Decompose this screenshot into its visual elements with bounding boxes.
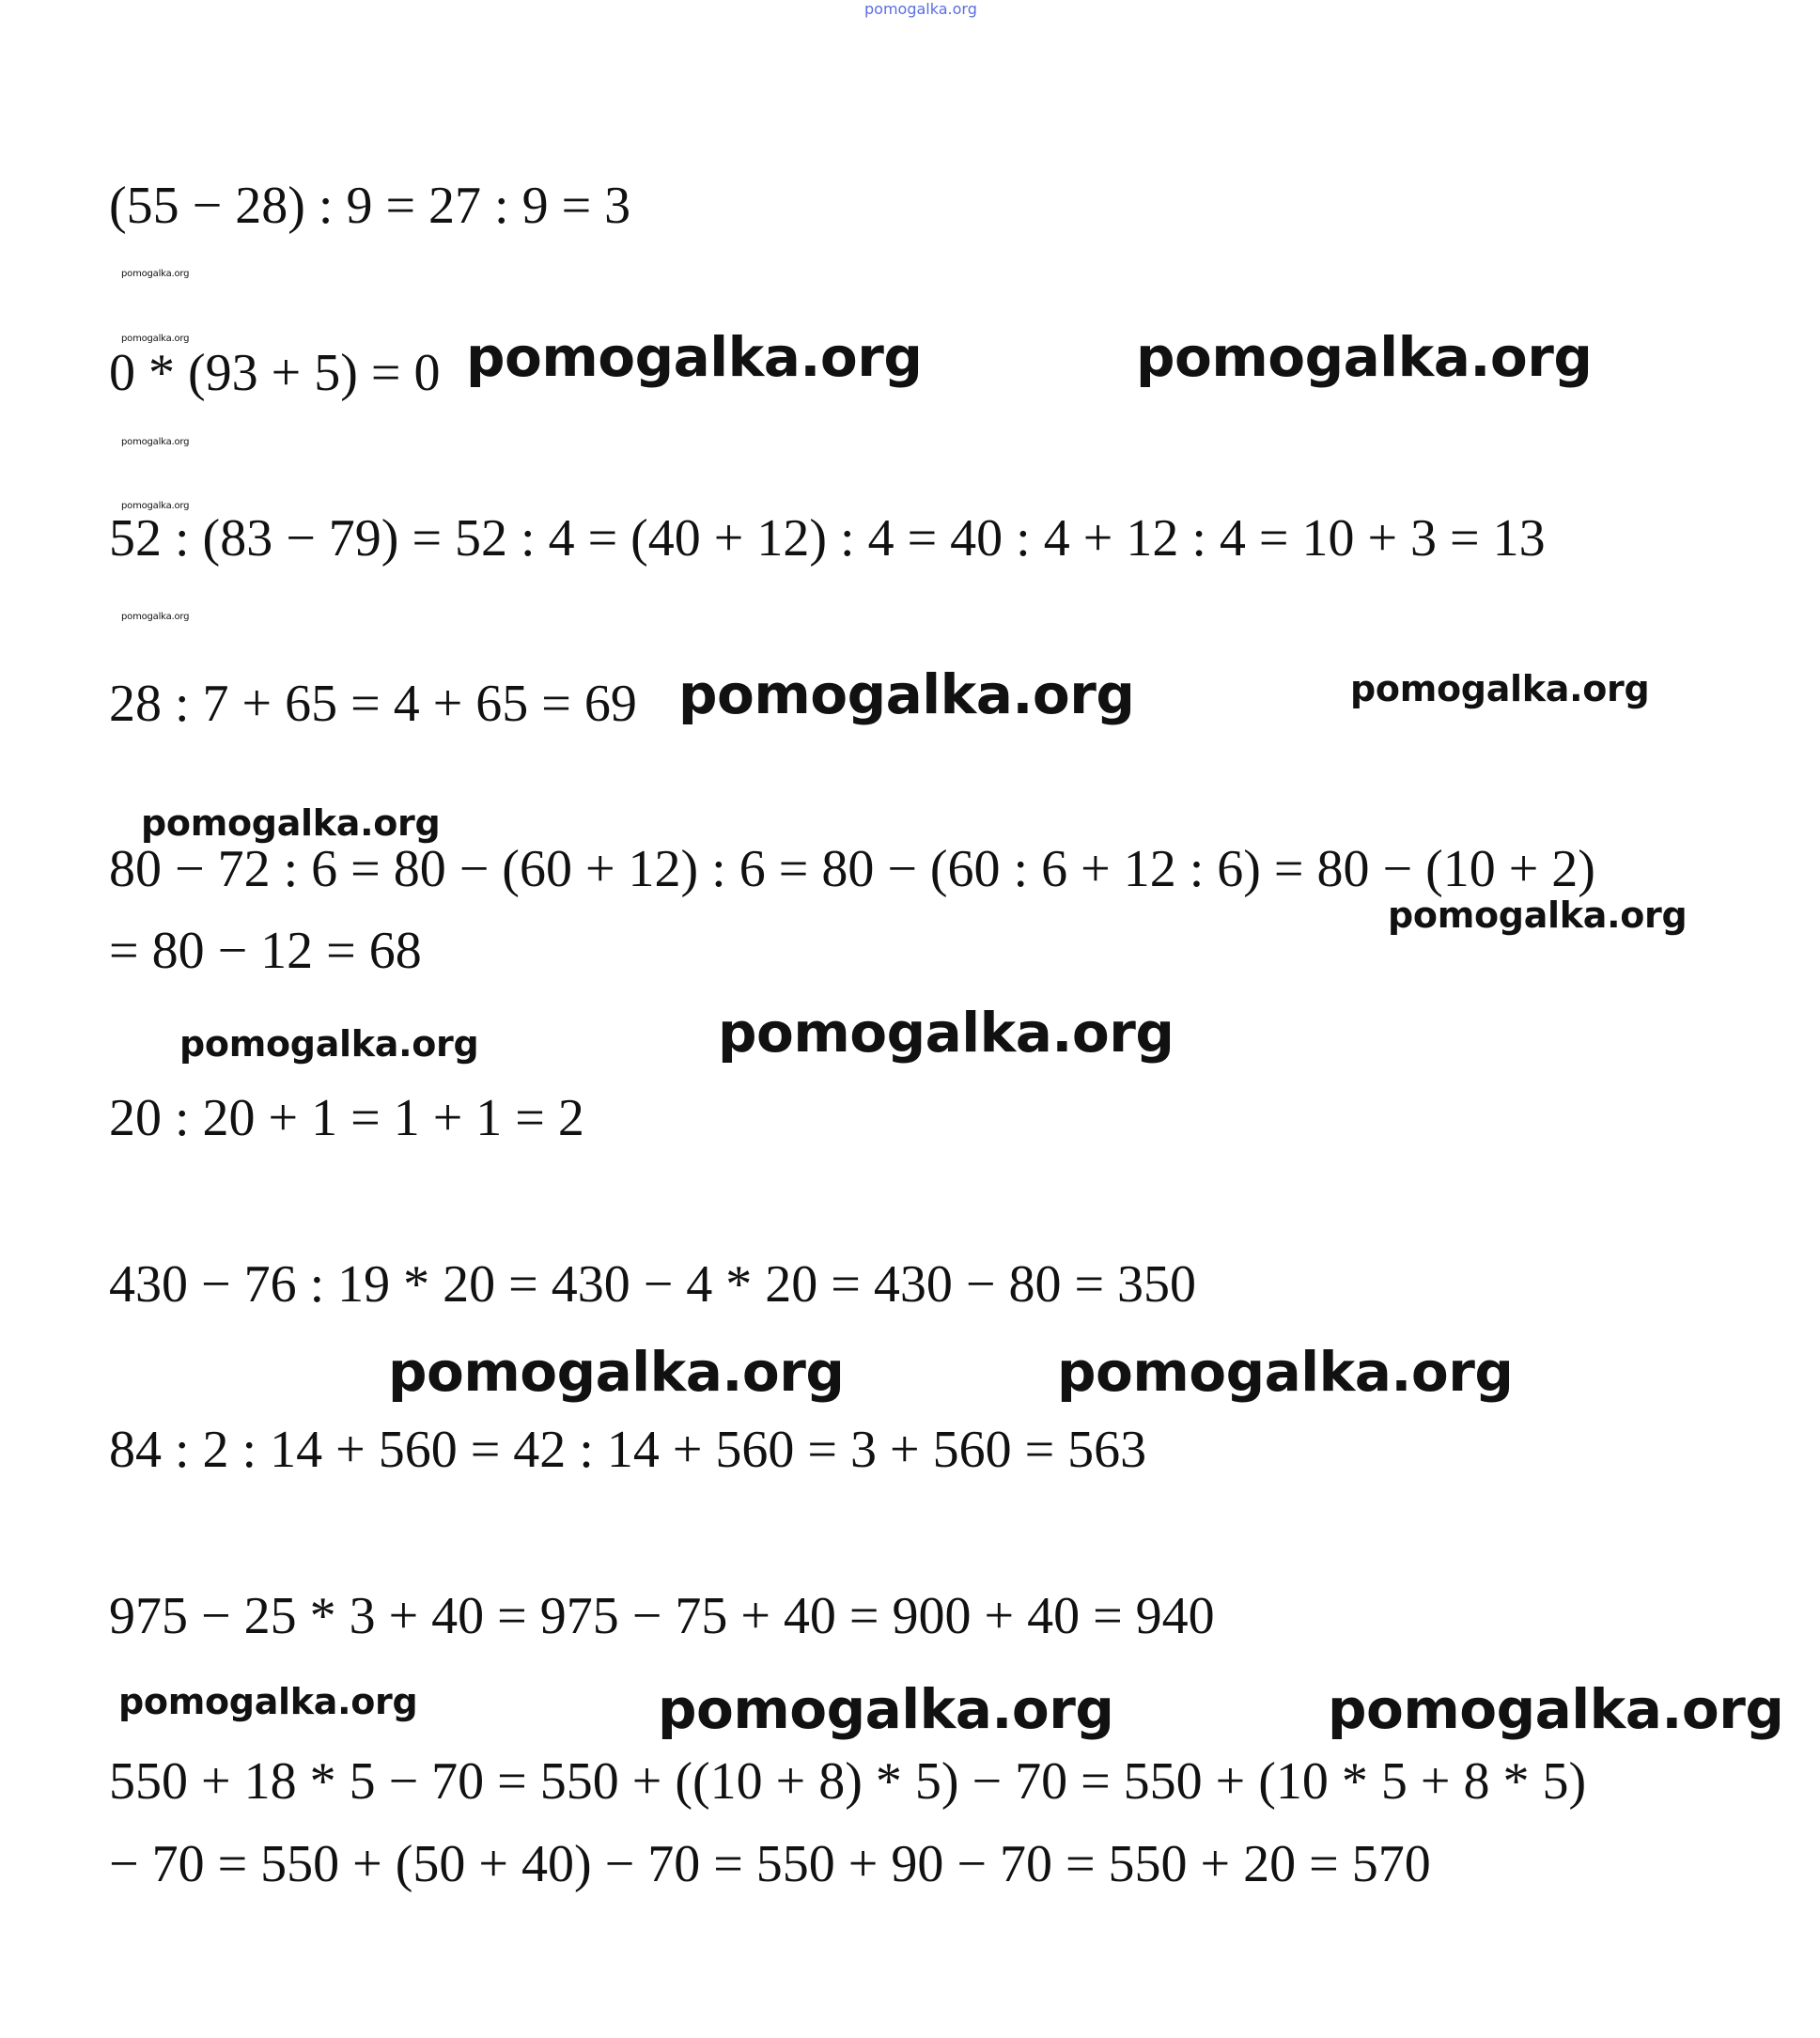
equation-1: (55 − 28) : 9 = 27 : 9 = 3 (109, 177, 631, 235)
watermark: pomogalka.org (1057, 1340, 1514, 1404)
equation-6: 20 : 20 + 1 = 1 + 1 = 2 (109, 1089, 584, 1147)
watermark: pomogalka.org (718, 1001, 1174, 1065)
watermark: pomogalka.org (118, 1681, 418, 1722)
equation-5-line-1: 80 − 72 : 6 = 80 − (60 + 12) : 6 = 80 − (60 : 6 + 12 : 6) = 80 − (10 + 2) (109, 840, 1595, 898)
watermark: pomogalka.org (121, 437, 190, 447)
equation-7: 430 − 76 : 19 * 20 = 430 − 4 * 20 = 430 − 80 = 350 (109, 1255, 1197, 1314)
watermark: pomogalka.org (658, 1677, 1114, 1741)
equation-2: 0 * (93 + 5) = 0 (109, 344, 441, 402)
watermark: pomogalka.org (1388, 895, 1688, 936)
equation-3: 52 : (83 − 79) = 52 : 4 = (40 + 12) : 4 = 40 : 4 + 12 : 4 = 10 + 3 = 13 (109, 509, 1546, 568)
watermark: pomogalka.org (388, 1340, 845, 1404)
equation-10-line-2: − 70 = 550 + (50 + 40) − 70 = 550 + 90 − 70 = 550 + 20 = 570 (109, 1835, 1431, 1893)
equation-8: 84 : 2 : 14 + 560 = 42 : 14 + 560 = 3 + 560 = 563 (109, 1421, 1147, 1479)
watermark: pomogalka.org (678, 662, 1135, 726)
watermark: pomogalka.org (1136, 325, 1593, 389)
watermark: pomogalka.org (1328, 1677, 1784, 1741)
watermark: pomogalka.org (121, 269, 190, 279)
watermark: pomogalka.org (121, 501, 190, 511)
top-watermark: pomogalka.org (864, 0, 977, 18)
equation-4: 28 : 7 + 65 = 4 + 65 = 69 (109, 675, 637, 733)
watermark: pomogalka.org (141, 802, 441, 844)
watermark: pomogalka.org (466, 325, 923, 389)
watermark: pomogalka.org (179, 1023, 479, 1065)
watermark: pomogalka.org (1350, 668, 1650, 709)
equation-9: 975 − 25 * 3 + 40 = 975 − 75 + 40 = 900 + 40 = 940 (109, 1587, 1215, 1645)
equation-5-line-2: = 80 − 12 = 68 (109, 922, 422, 980)
equation-10-line-1: 550 + 18 * 5 − 70 = 550 + ((10 + 8) * 5) − 70 = 550 + (10 * 5 + 8 * 5) (109, 1752, 1587, 1811)
watermark: pomogalka.org (121, 612, 190, 622)
watermark: pomogalka.org (121, 334, 190, 344)
